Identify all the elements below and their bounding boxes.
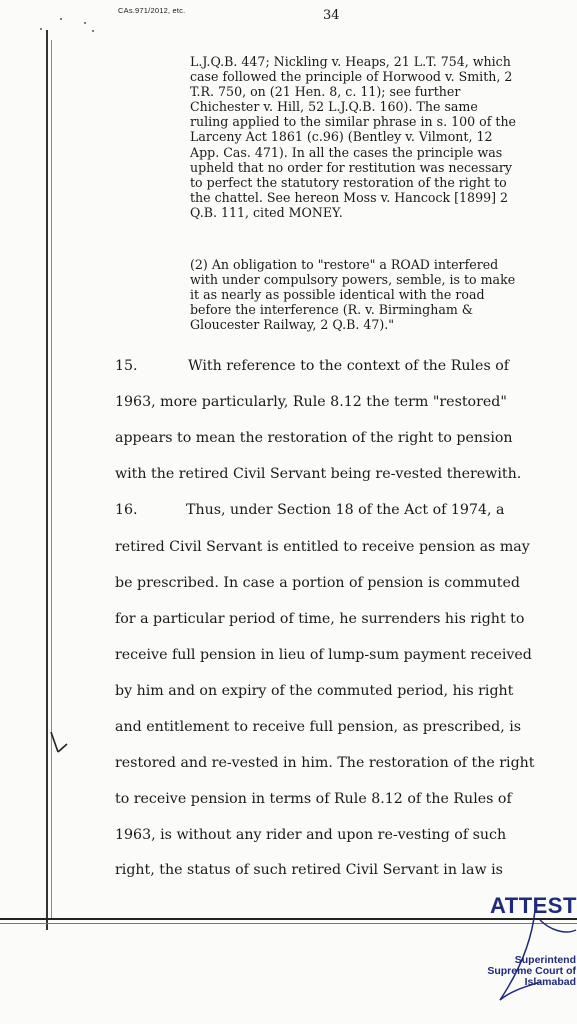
case-reference: CAs.971/2012, etc. xyxy=(118,6,186,15)
paragraph-line: 1963, is without any rider and upon re-vesting of such xyxy=(115,827,507,843)
paragraph-line: by him and on expiry of the commuted period, his right xyxy=(115,683,514,699)
paragraph-line: receive full pension in lieu of lump-sum payment received xyxy=(115,647,532,663)
quote-line: (2) An obligation to "restore" a ROAD interfered xyxy=(190,257,499,272)
quote-line: L.J.Q.B. 447; Nickling v. Heaps, 21 L.T. 754, which xyxy=(190,54,511,69)
paragraph-first-line: Thus, under Section 18 of the Act of 1974, a xyxy=(186,502,505,518)
scan-speck xyxy=(40,28,42,30)
scan-speck xyxy=(60,18,62,20)
margin-tick-mark xyxy=(48,728,70,758)
quote-line: T.R. 750, on (21 Hen. 8, c. 11); see further xyxy=(190,84,461,100)
paragraph-first-line: With reference to the context of the Rules of xyxy=(188,358,510,374)
paragraph-line: restored and re-vested in him. The restoration of the right xyxy=(115,755,535,771)
quote-line: case followed the principle of Horwood v. Smith, 2 xyxy=(190,69,513,85)
paragraph-line: with the retired Civil Servant being re-vested therewith. xyxy=(115,466,522,482)
margin-rule-inner xyxy=(51,40,52,920)
paragraph-number: 15. xyxy=(115,358,138,374)
paragraph-line: be prescribed. In case a portion of pension is commuted xyxy=(115,575,520,591)
quote-line: the chattel. See hereon Moss v. Hancock [1899] 2 xyxy=(190,189,509,205)
quote-line: with under compulsory powers, semble, is to make xyxy=(190,272,516,288)
page-number: 34 xyxy=(323,8,340,23)
quote-line: upheld that no order for restitution was necessary xyxy=(190,159,513,175)
scan-speck xyxy=(92,30,94,32)
quote-line: ruling applied to the similar phrase in s. 100 of the xyxy=(190,114,517,130)
quote-line: App. Cas. 471). In all the cases the principle was xyxy=(190,144,503,160)
quote-line: before the interference (R. v. Birmingham & xyxy=(190,302,473,318)
paragraph-line: for a particular period of time, he surrenders his right to xyxy=(115,611,525,627)
paragraph-line: retired Civil Servant is entitled to receive pension as may xyxy=(115,539,530,555)
paragraph-line: appears to mean the restoration of the right to pension xyxy=(115,430,513,446)
attested-stamp-title: ATTEST xyxy=(490,893,577,918)
quote-line: Larceny Act 1861 (c.96) (Bentley v. Vilmont, 12 xyxy=(190,129,493,145)
quoted-passage-2 xyxy=(190,257,542,332)
quote-line: Gloucester Railway, 2 Q.B. 47)." xyxy=(190,317,395,333)
stamp-line: Supreme Court of xyxy=(487,965,576,977)
paragraph-line: 1963, more particularly, Rule 8.12 the term "restored" xyxy=(115,394,507,410)
paragraph-number: 16. xyxy=(115,502,138,518)
paragraph-line: to receive pension in terms of Rule 8.12 of the Rules of xyxy=(115,791,512,807)
paragraph-line: right, the status of such retired Civil Servant in law is xyxy=(115,862,503,878)
quote-line: Chichester v. Hill, 52 L.J.Q.B. 160). The same xyxy=(190,99,478,115)
quote-line: Q.B. 111, cited MONEY. xyxy=(190,204,343,220)
quoted-passage-1 xyxy=(190,54,542,220)
stamp-line: Islamabad xyxy=(524,976,576,988)
margin-rule xyxy=(46,30,48,930)
court-stamp xyxy=(470,955,576,988)
quote-line: to perfect the statutory restoration of the right to xyxy=(190,174,507,190)
paragraph-line: and entitlement to receive full pension, as prescribed, is xyxy=(115,719,522,735)
quote-line: it as nearly as possible identical with the road xyxy=(190,287,485,303)
scan-speck xyxy=(84,22,86,24)
stamp-line: Superintend xyxy=(514,954,576,966)
